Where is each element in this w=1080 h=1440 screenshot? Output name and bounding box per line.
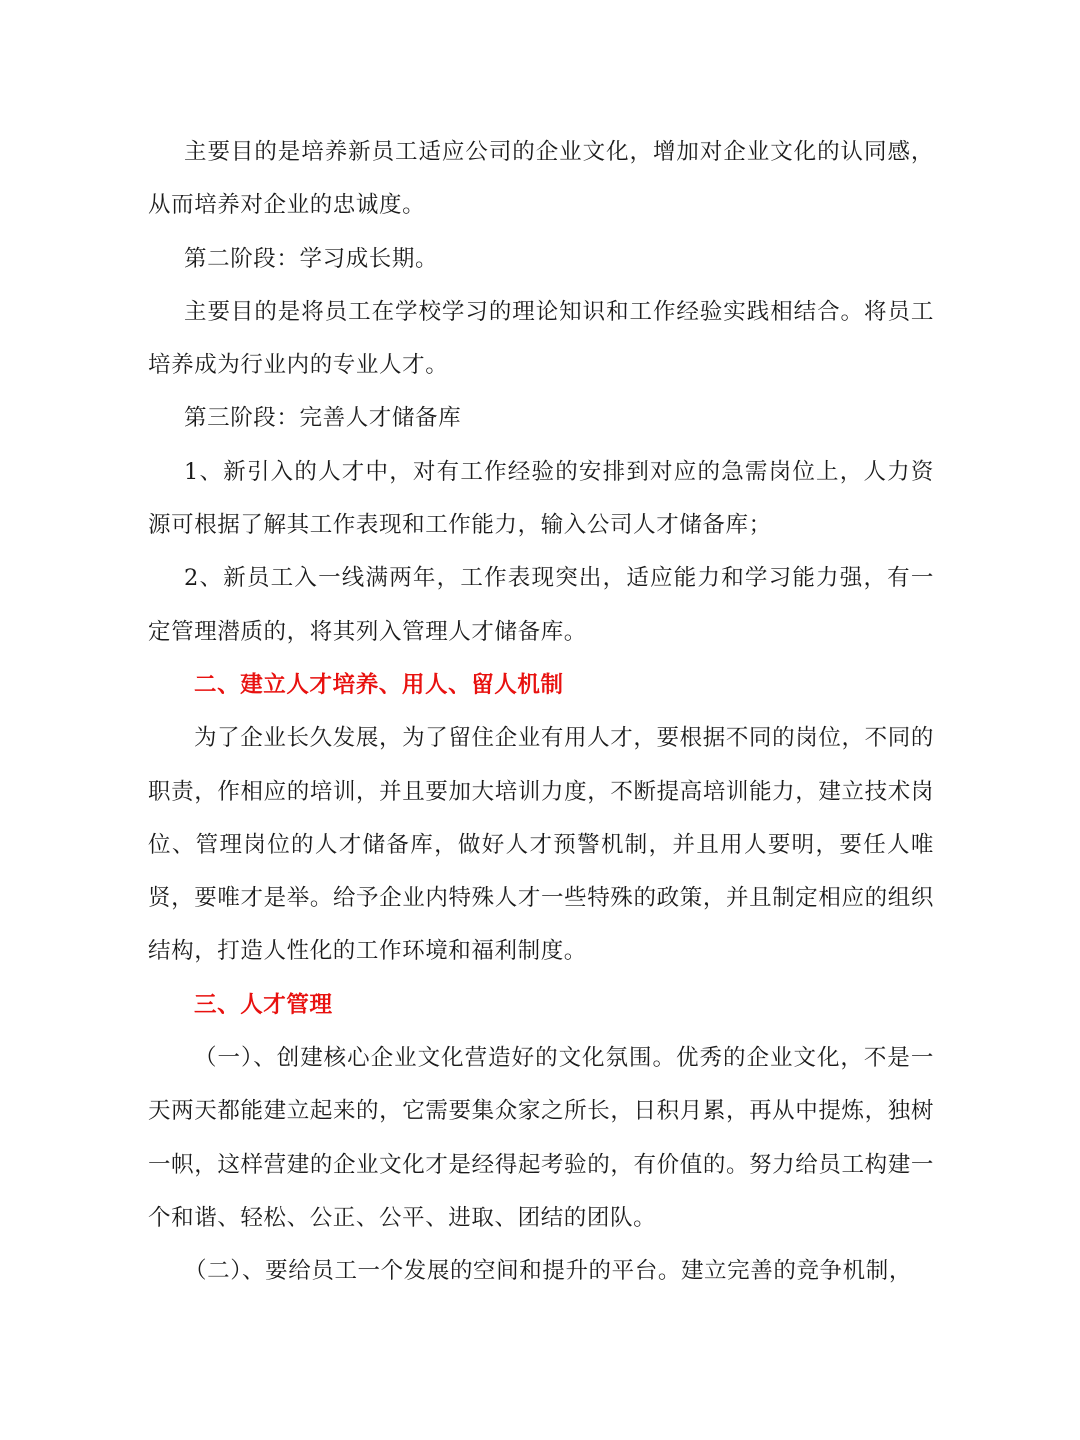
paragraph-culture: （一）、创建核心企业文化营造好的文化氛围。优秀的企业文化，不是一天两天都能建立起来的，它需要集众家之所长，日积月累，再从中提炼，独树一帜，这样营建的企业文化才是经得起考验的，有价值的。努力给员工构建一个和谐、轻松、公正、公平、进取、团结的团队。 [148, 1045, 934, 1231]
paragraph-mechanism-body: 为了企业长久发展，为了留住企业有用人才，要根据不同的岗位，不同的职责，作相应的培训，并且要加大培训力度，不断提高培训能力，建立技术岗位、管理岗位的人才储备库，做好人才预警机制，并且用人要明，要任人唯贤，要唯才是举。给予企业内特殊人才一些特殊的政策，并且制定相应的组织结构，打造人性化的工作环境和福利制度。 [148, 725, 934, 965]
paragraph-stage-two-title: 第二阶段：学习成长期。 [184, 245, 439, 272]
document-body [148, 126, 934, 1299]
section-heading-mechanism: 二、建立人才培养、用人、留人机制 [194, 671, 564, 698]
paragraph-stage-two-goal: 主要目的是将员工在学校学习的理论知识和工作经验实践相结合。将员工培养成为行业内的专业人才。 [148, 298, 934, 379]
paragraph-stage-three-title: 第三阶段：完善人才储备库 [184, 405, 462, 432]
paragraph-training-goal: 主要目的是培养新员工适应公司的企业文化，增加对企业文化的认同感，从而培养对企业的忠诚度。 [148, 139, 934, 219]
paragraph-platform: （二）、要给员工一个发展的空间和提升的平台。建立完善的竞争机制， [184, 1258, 912, 1285]
paragraph-item-two: 2、新员工入一线满两年，工作表现突出，适应能力和学习能力强，有一定管理潜质的，将其列入管理人才储备库。 [148, 565, 934, 645]
section-heading-talent-management: 三、人才管理 [194, 991, 333, 1018]
paragraph-item-one: 1、新引入的人才中，对有工作经验的安排到对应的急需岗位上，人力资源可根据了解其工作表现和工作能力，输入公司人才储备库； [148, 458, 934, 539]
